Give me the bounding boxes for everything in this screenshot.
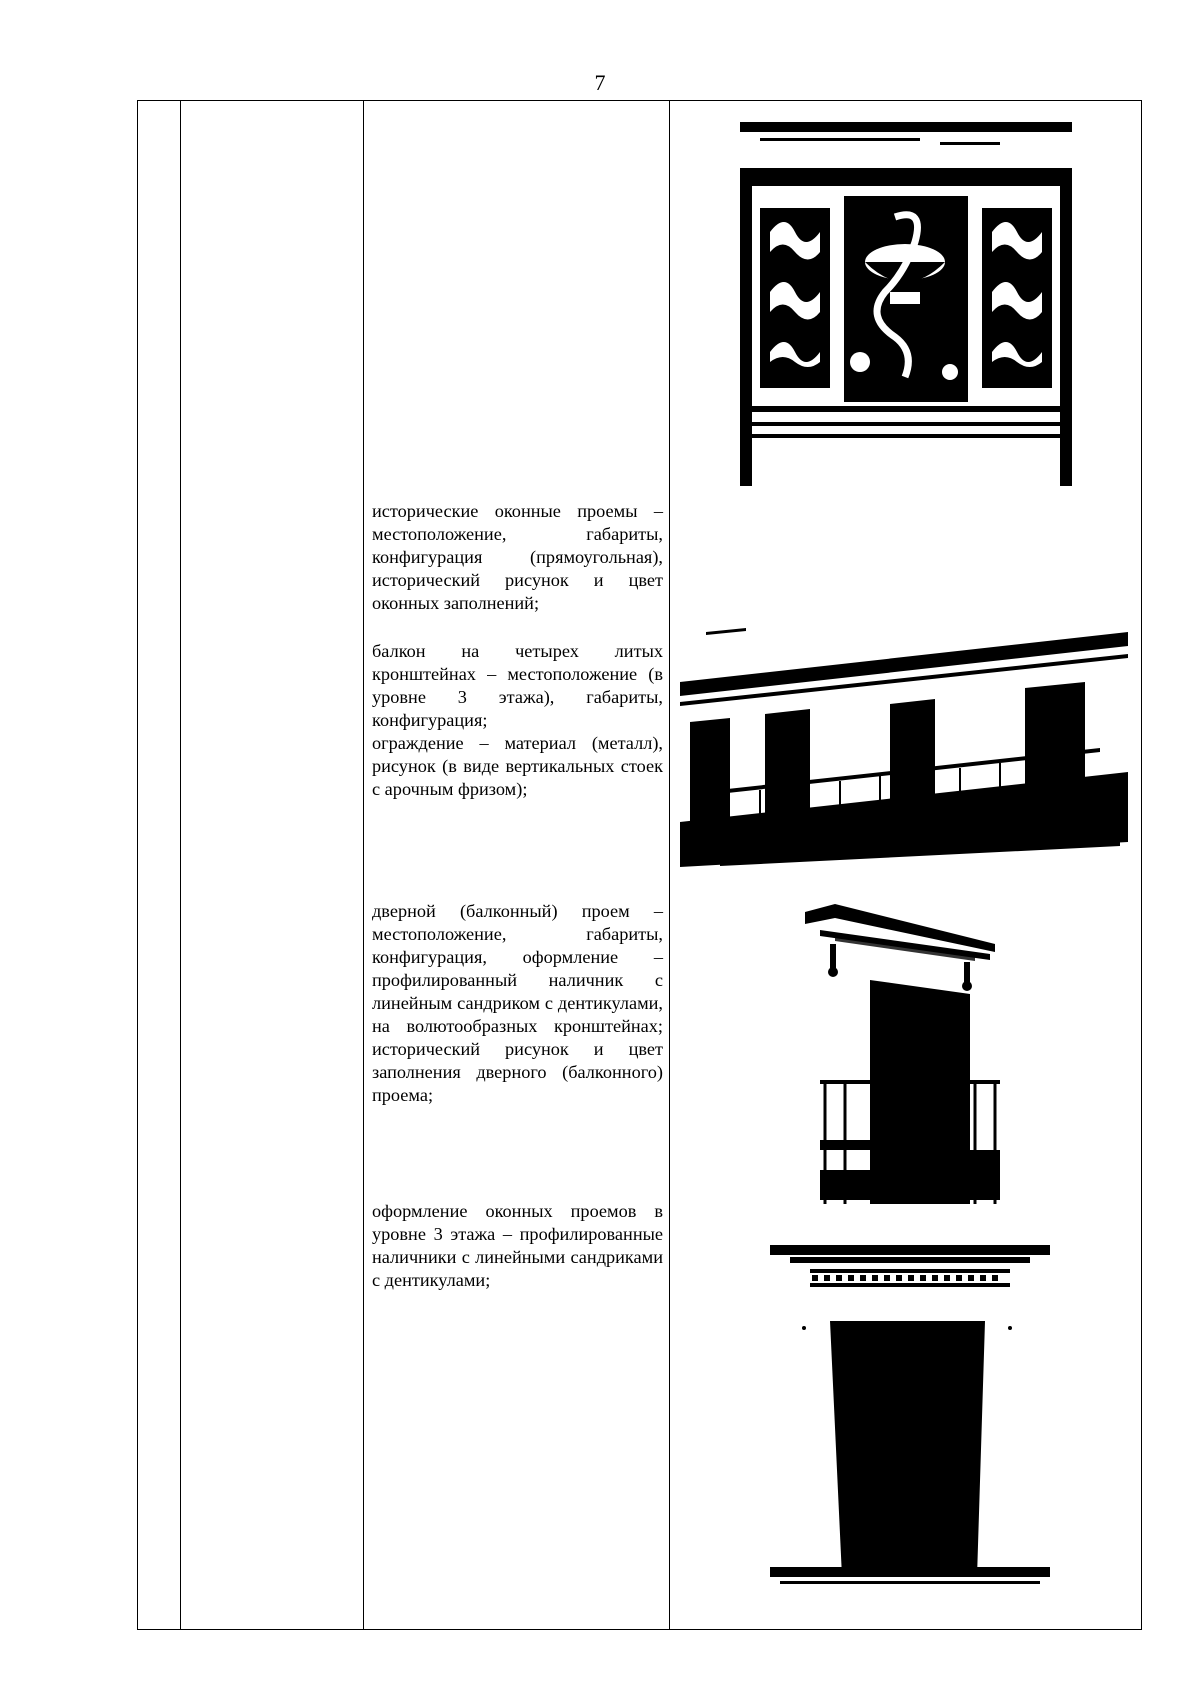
column-divider bbox=[669, 101, 670, 1629]
page-number: 7 bbox=[594, 70, 606, 95]
window-sandrik-image bbox=[770, 1245, 1050, 1590]
balcony-facade-image bbox=[680, 622, 1128, 867]
column-divider bbox=[363, 101, 364, 1629]
ornamental-panel-image bbox=[740, 122, 1072, 486]
text-block-balcony bbox=[372, 640, 663, 801]
paragraph: дверной (балконный) проем – местоположение, габариты, конфигурация, оформление – профилированный наличник с линейным сандриком с дентикулами, на волютообразных кронштейнах; исторический рисунок и цвет заполнения дверного (балконного) проема; bbox=[372, 901, 663, 1105]
balcony-door-image bbox=[800, 900, 1020, 1204]
column-divider bbox=[180, 101, 181, 1629]
text-block-window-trim bbox=[372, 1200, 663, 1292]
paragraph: ограждение – материал (металл), рисунок (в виде вертикальных стоек с арочным фризом); bbox=[372, 733, 663, 799]
paragraph: оформление оконных проемов в уровне 3 этажа – профилированные наличники с линейными сандриками с дентикулами; bbox=[372, 1201, 663, 1290]
text-block-door bbox=[372, 900, 663, 1107]
text-block-windows bbox=[372, 500, 663, 615]
paragraph: исторические оконные проемы – местоположение, габариты, конфигурация (прямоугольная), исторический рисунок и цвет оконных заполнений; bbox=[372, 501, 663, 613]
paragraph: балкон на четырех литых кронштейнах – местоположение (в уровне 3 этажа), габариты, конфигурация; bbox=[372, 641, 663, 730]
